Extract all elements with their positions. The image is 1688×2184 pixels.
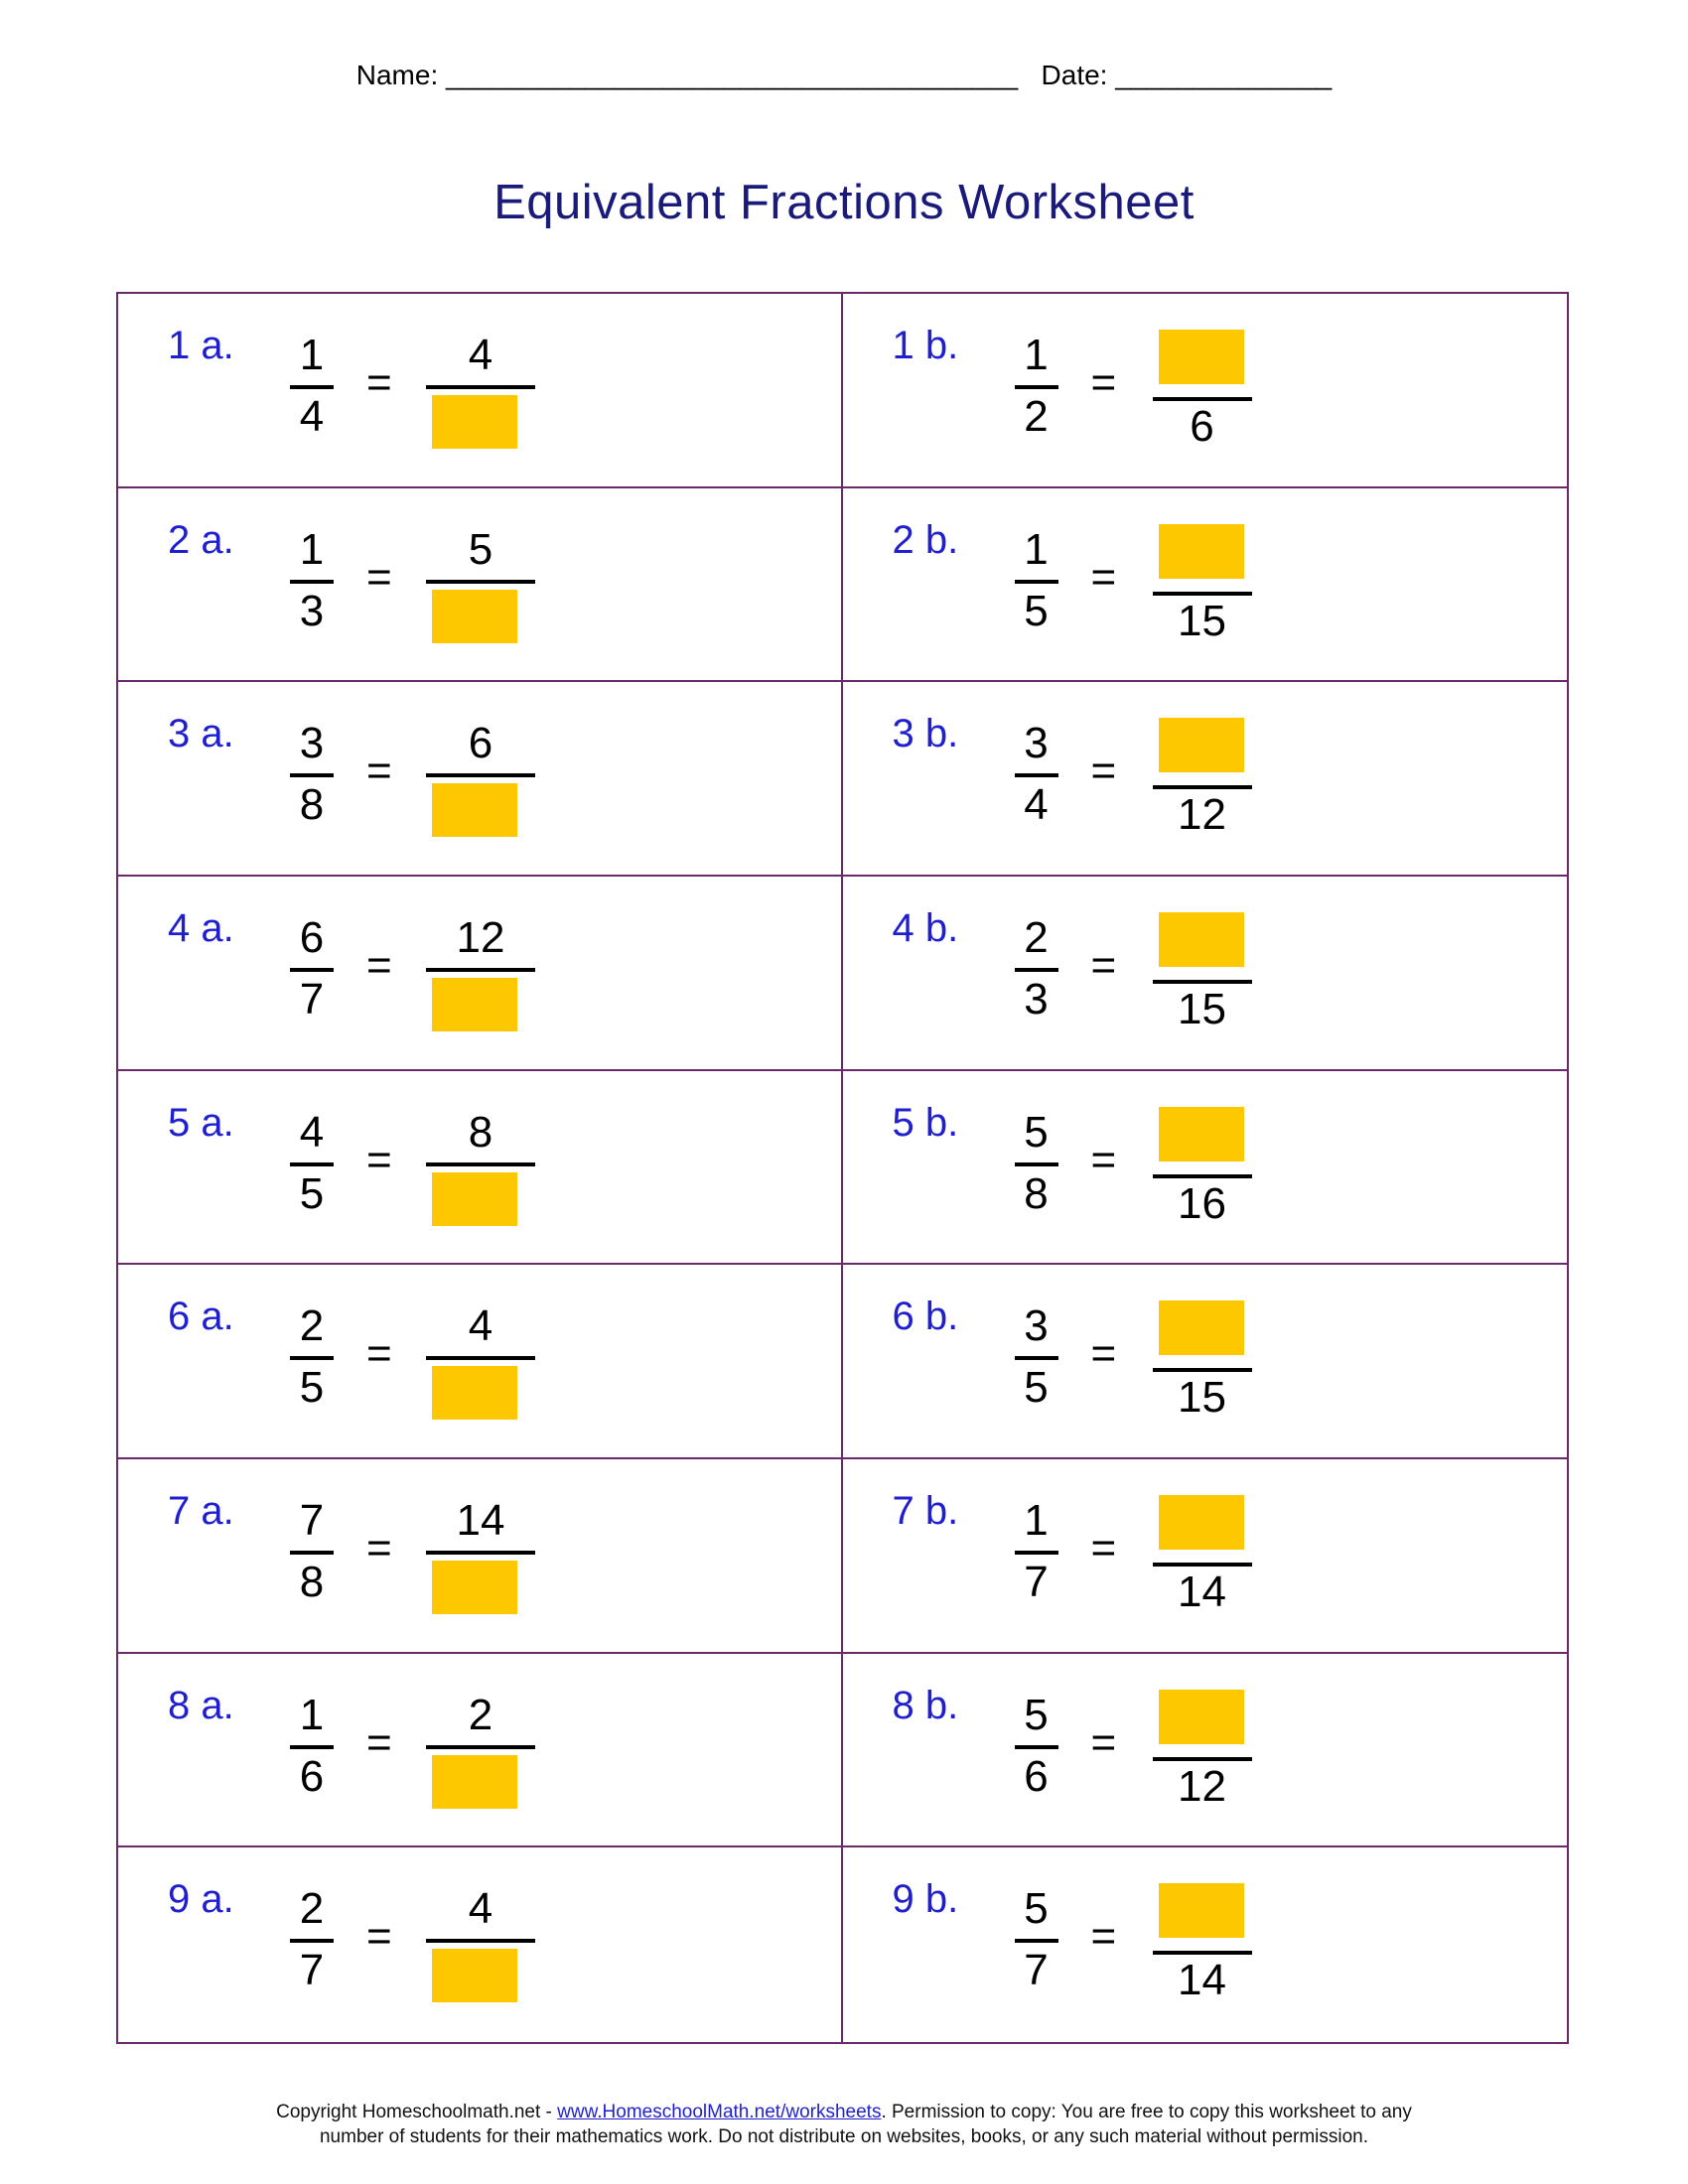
equals-sign: = xyxy=(1090,1135,1117,1184)
answer-box[interactable] xyxy=(1159,330,1244,384)
problem-cell xyxy=(843,1265,1568,1459)
problem-label: 2 a. xyxy=(168,517,234,562)
equals-sign: = xyxy=(1090,747,1117,796)
problem-cell xyxy=(118,1071,843,1266)
fraction-bar xyxy=(426,385,535,389)
fraction-bar xyxy=(1015,1162,1058,1166)
given-denominator: 5 xyxy=(1024,586,1049,635)
fraction-bar xyxy=(426,1551,535,1555)
problem-cell xyxy=(843,682,1568,877)
given-numerator: 1 xyxy=(299,524,325,574)
answer-box[interactable] xyxy=(1159,1883,1244,1938)
answer-box[interactable] xyxy=(432,1366,517,1420)
given-denominator: 6 xyxy=(1024,1751,1049,1801)
name-date-header xyxy=(0,60,1688,91)
fraction-bar xyxy=(1015,1356,1058,1360)
equals-sign: = xyxy=(366,1717,392,1767)
problem-label: 6 b. xyxy=(892,1295,959,1339)
fraction-bar xyxy=(290,1551,334,1555)
problem-cell xyxy=(118,488,843,683)
target-numerator: 5 xyxy=(468,524,493,574)
given-denominator: 2 xyxy=(1024,392,1049,441)
problem-cell xyxy=(843,877,1568,1071)
equals-sign: = xyxy=(1090,552,1117,602)
answer-box[interactable] xyxy=(1159,1107,1244,1161)
problem-label: 6 a. xyxy=(168,1295,234,1339)
problem-cell xyxy=(118,1847,843,2042)
problem-label: 3 b. xyxy=(892,712,959,756)
answer-box[interactable] xyxy=(432,783,517,837)
answer-box[interactable] xyxy=(1159,1495,1244,1550)
equals-sign: = xyxy=(366,1912,392,1962)
given-numerator: 3 xyxy=(1024,719,1049,768)
given-numerator: 1 xyxy=(299,1690,325,1739)
equals-sign: = xyxy=(366,1329,392,1379)
given-denominator: 8 xyxy=(299,780,325,830)
answer-box[interactable] xyxy=(432,1755,517,1809)
fraction-bar xyxy=(426,773,535,777)
given-denominator: 8 xyxy=(299,1558,325,1606)
answer-box[interactable] xyxy=(432,1172,517,1226)
problem-label: 5 a. xyxy=(168,1100,234,1145)
problem-cell xyxy=(118,294,843,488)
target-denominator: 15 xyxy=(1178,596,1226,645)
footer-line2: number of students for their mathematics work. Do not distribute on websites, books, or any such material without permission. xyxy=(319,2126,1369,2147)
equals-sign: = xyxy=(1090,1329,1117,1379)
equals-sign: = xyxy=(366,941,392,990)
equals-sign: = xyxy=(366,1135,392,1184)
fraction-bar xyxy=(1153,1563,1252,1567)
problem-grid xyxy=(116,292,1569,2044)
answer-box[interactable] xyxy=(432,590,517,643)
problem-cell xyxy=(843,294,1568,488)
fraction-bar xyxy=(1015,968,1058,972)
equals-sign: = xyxy=(1090,941,1117,990)
problem-cell xyxy=(843,488,1568,683)
copyright-footer xyxy=(0,2100,1688,2149)
fraction-bar xyxy=(1015,1551,1058,1555)
target-numerator: 12 xyxy=(456,913,505,962)
target-numerator: 2 xyxy=(468,1690,493,1739)
fraction-bar xyxy=(426,1162,535,1166)
target-denominator: 14 xyxy=(1178,1956,1226,2005)
footer-prefix: Copyright Homeschoolmath.net - xyxy=(276,2102,558,2122)
answer-box[interactable] xyxy=(1159,524,1244,579)
fraction-bar xyxy=(1015,580,1058,584)
name-line[interactable]: _____________________________________ xyxy=(446,60,1019,90)
target-numerator: 6 xyxy=(468,719,493,768)
given-numerator: 1 xyxy=(1024,1496,1049,1545)
target-numerator: 4 xyxy=(468,1884,493,1934)
fraction-bar xyxy=(290,1162,334,1166)
answer-box[interactable] xyxy=(1159,718,1244,772)
problem-label: 7 a. xyxy=(168,1489,234,1533)
given-numerator: 7 xyxy=(299,1496,325,1545)
equals-sign: = xyxy=(366,358,392,407)
given-denominator: 5 xyxy=(299,1168,325,1218)
given-denominator: 5 xyxy=(1024,1363,1049,1413)
given-denominator: 4 xyxy=(1024,780,1049,830)
given-numerator: 5 xyxy=(1024,1884,1049,1934)
given-numerator: 2 xyxy=(299,1301,325,1351)
fraction-bar xyxy=(1015,1745,1058,1749)
name-label: Name: xyxy=(355,60,446,90)
fraction-bar xyxy=(290,1356,334,1360)
given-denominator: 7 xyxy=(299,1946,325,1995)
target-denominator: 6 xyxy=(1190,402,1214,451)
problem-cell xyxy=(118,1459,843,1654)
answer-box[interactable] xyxy=(432,1561,517,1614)
problem-label: 7 b. xyxy=(892,1489,959,1533)
problem-cell xyxy=(118,682,843,877)
answer-box[interactable] xyxy=(1159,1300,1244,1355)
given-numerator: 5 xyxy=(1024,1690,1049,1739)
given-numerator: 1 xyxy=(299,331,325,379)
problem-label: 4 a. xyxy=(168,906,234,950)
problem-label: 8 a. xyxy=(168,1683,234,1727)
problem-label: 4 b. xyxy=(892,906,959,950)
fraction-bar xyxy=(290,385,334,389)
fraction-bar xyxy=(290,1939,334,1943)
fraction-bar xyxy=(290,580,334,584)
equals-sign: = xyxy=(366,747,392,796)
problem-cell xyxy=(118,1265,843,1459)
fraction-bar xyxy=(1153,1951,1252,1955)
given-numerator: 5 xyxy=(1024,1107,1049,1157)
worksheet-title: Equivalent Fractions Worksheet xyxy=(493,176,1195,229)
answer-box[interactable] xyxy=(1159,1690,1244,1744)
answer-box[interactable] xyxy=(432,395,517,449)
fraction-bar xyxy=(426,968,535,972)
date-label: Date: xyxy=(1041,60,1116,90)
target-denominator: 15 xyxy=(1178,1373,1226,1423)
fraction-bar xyxy=(426,580,535,584)
given-numerator: 4 xyxy=(299,1107,325,1157)
given-numerator: 3 xyxy=(1024,1301,1049,1351)
fraction-bar xyxy=(1153,980,1252,984)
fraction-bar xyxy=(290,1745,334,1749)
fraction-bar xyxy=(1153,785,1252,789)
given-denominator: 3 xyxy=(1024,975,1049,1024)
fraction-bar xyxy=(1153,592,1252,596)
fraction-bar xyxy=(290,968,334,972)
problem-label: 5 b. xyxy=(892,1100,959,1145)
fraction-bar xyxy=(1015,385,1058,389)
footer-link[interactable]: www.HomeschoolMath.net/worksheets xyxy=(557,2102,882,2122)
problem-label: 1 b. xyxy=(892,324,959,367)
target-denominator: 14 xyxy=(1178,1568,1226,1616)
fraction-bar xyxy=(1015,773,1058,777)
problem-label: 9 b. xyxy=(892,1877,959,1922)
problem-cell xyxy=(843,1847,1568,2042)
fraction-bar xyxy=(1153,1174,1252,1178)
problem-cell xyxy=(843,1071,1568,1266)
equals-sign: = xyxy=(1090,358,1117,407)
problem-cell xyxy=(118,1654,843,1848)
given-denominator: 4 xyxy=(299,392,325,441)
problem-label: 3 a. xyxy=(168,712,234,756)
given-numerator: 1 xyxy=(1024,331,1049,379)
answer-box[interactable] xyxy=(432,978,517,1031)
equals-sign: = xyxy=(366,1524,392,1572)
problem-label: 8 b. xyxy=(892,1683,959,1727)
given-denominator: 6 xyxy=(299,1751,325,1801)
equals-sign: = xyxy=(1090,1524,1117,1572)
target-denominator: 15 xyxy=(1178,985,1226,1033)
target-numerator: 14 xyxy=(456,1496,505,1545)
given-numerator: 1 xyxy=(1024,524,1049,574)
answer-box[interactable] xyxy=(432,1949,517,2002)
equals-sign: = xyxy=(1090,1912,1117,1962)
target-numerator: 4 xyxy=(468,1301,493,1351)
fraction-bar xyxy=(426,1356,535,1360)
given-denominator: 7 xyxy=(1024,1558,1049,1606)
equals-sign: = xyxy=(1090,1717,1117,1767)
problem-label: 2 b. xyxy=(892,517,959,562)
target-denominator: 16 xyxy=(1178,1178,1226,1228)
target-numerator: 4 xyxy=(468,331,493,379)
answer-box[interactable] xyxy=(1159,912,1244,967)
problem-cell xyxy=(843,1654,1568,1848)
given-denominator: 3 xyxy=(299,586,325,635)
fraction-bar xyxy=(290,773,334,777)
fraction-bar xyxy=(1153,397,1252,401)
problem-cell xyxy=(843,1459,1568,1654)
given-denominator: 7 xyxy=(1024,1946,1049,1995)
date-line[interactable]: ______________ xyxy=(1115,60,1333,90)
given-numerator: 6 xyxy=(299,913,325,962)
equals-sign: = xyxy=(366,552,392,602)
given-numerator: 2 xyxy=(1024,913,1049,962)
fraction-bar xyxy=(1015,1939,1058,1943)
fraction-bar xyxy=(1153,1368,1252,1372)
given-denominator: 7 xyxy=(299,975,325,1024)
problem-label: 9 a. xyxy=(168,1877,234,1922)
footer-line1-rest: . Permission to copy: You are free to copy this worksheet to any xyxy=(881,2102,1412,2122)
target-denominator: 12 xyxy=(1178,790,1226,840)
given-denominator: 5 xyxy=(299,1363,325,1413)
fraction-bar xyxy=(426,1939,535,1943)
problem-label: 1 a. xyxy=(168,324,234,367)
target-denominator: 12 xyxy=(1178,1761,1226,1811)
fraction-bar xyxy=(1153,1757,1252,1761)
given-numerator: 3 xyxy=(299,719,325,768)
given-denominator: 8 xyxy=(1024,1168,1049,1218)
target-numerator: 8 xyxy=(468,1107,493,1157)
fraction-bar xyxy=(426,1745,535,1749)
given-numerator: 2 xyxy=(299,1884,325,1934)
problem-cell xyxy=(118,877,843,1071)
